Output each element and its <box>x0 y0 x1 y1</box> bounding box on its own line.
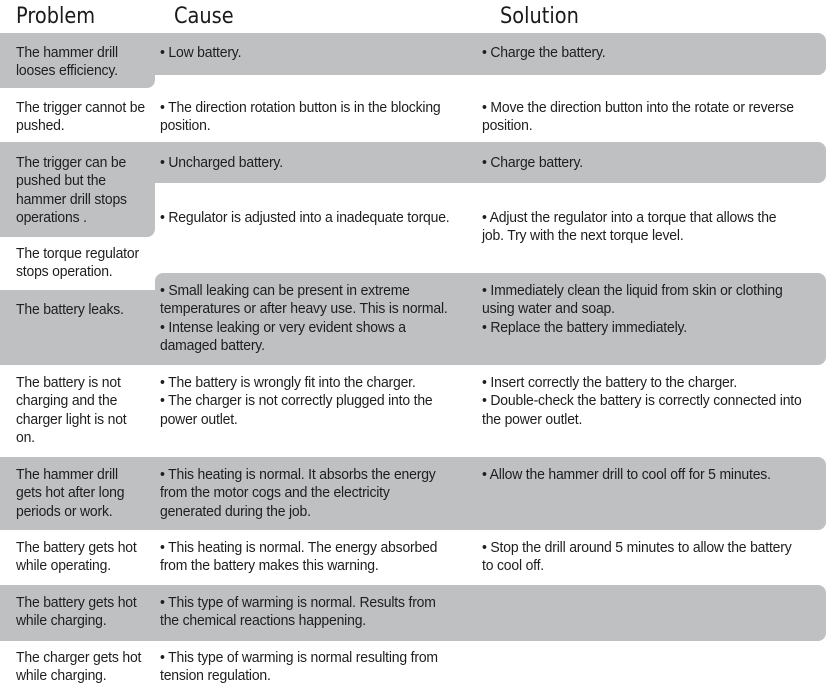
problem-text-line: The battery gets hot <box>16 539 137 556</box>
cause-text-line: generated during the job. <box>160 502 311 520</box>
solution-cell <box>482 209 776 246</box>
cause-cell <box>160 649 438 686</box>
problem-text-line: charger light is not <box>16 410 127 428</box>
problem-cell <box>16 99 145 136</box>
cause-text-line: from the motor cogs and the electricity <box>160 484 390 502</box>
problem-text-line: pushed but the <box>16 172 106 190</box>
cause-cell <box>160 466 436 521</box>
cause-cell <box>160 594 436 631</box>
cause-text-line: • This type of warming is normal resulting from <box>160 649 438 666</box>
problem-text-line: gets hot after long <box>16 484 125 502</box>
cause-text-line: • Regulator is adjusted into a inadequate torque. <box>160 209 450 226</box>
problem-text-line: charging and the <box>16 392 118 410</box>
problem-text-line: The battery leaks. <box>16 301 124 318</box>
cause-cell <box>160 99 440 136</box>
solution-text-line: • Adjust the regulator into a torque that allows the <box>482 209 777 226</box>
problem-text-line: The trigger can be <box>16 154 127 171</box>
cause-text-line: position. <box>160 117 211 135</box>
problem-text-line: The torque regulator <box>16 245 139 262</box>
solution-text-line: • Move the direction button into the rotate or reverse <box>482 99 794 116</box>
cause-cell <box>160 154 283 172</box>
solution-text-line: the power outlet. <box>482 410 583 428</box>
solution-cell <box>482 44 605 62</box>
problem-text-line: The hammer drill <box>16 466 118 483</box>
problem-text-line: stops operation. <box>16 263 113 281</box>
solution-text-line: • Double-check the battery is correctly connected into <box>482 392 802 410</box>
problem-cell <box>16 301 124 319</box>
solution-cell <box>482 466 771 484</box>
solution-text-line: position. <box>482 117 533 135</box>
row-band-1 <box>0 33 826 75</box>
problem-text-line: while charging. <box>16 667 107 685</box>
cause-text-line: • The battery is wrongly fit into the charger. <box>160 374 416 391</box>
problem-text-line: The battery is not <box>16 374 121 391</box>
solution-text-line: • Charge battery. <box>482 154 583 171</box>
problem-text-line: The battery gets hot <box>16 594 137 611</box>
cause-text-line: • The direction rotation button is in the blocking <box>160 99 441 116</box>
cause-text-line: • Small leaking can be present in extreme <box>160 282 410 299</box>
solution-cell <box>482 154 583 172</box>
problem-text-line: The trigger cannot be <box>16 99 145 116</box>
problem-text-line: The hammer drill <box>16 44 118 61</box>
problem-cell <box>16 466 124 521</box>
solution-cell <box>482 374 802 429</box>
cause-text-line: • This type of warming is normal. Results from <box>160 594 436 611</box>
solution-text-line: job. Try with the next torque level. <box>482 227 684 245</box>
solution-text-line: • Replace the battery immediately. <box>482 318 687 336</box>
problem-text-line: operations . <box>16 209 87 227</box>
problem-cell <box>16 594 137 631</box>
cause-text-line: tension regulation. <box>160 667 271 685</box>
solution-cell <box>482 282 783 337</box>
problem-cell <box>16 649 141 686</box>
problem-cell <box>16 539 137 576</box>
cause-text-line: power outlet. <box>160 410 238 428</box>
header-cause: Cause <box>174 4 234 29</box>
problem-cell <box>16 44 118 81</box>
problem-text-line: looses efficiency. <box>16 62 118 80</box>
cause-text-line: • Uncharged battery. <box>160 154 283 171</box>
cause-text-line: • The charger is not correctly plugged into the <box>160 392 433 410</box>
header-solution: Solution <box>500 4 579 29</box>
cause-text-line: • This heating is normal. It absorbs the energy <box>160 466 436 483</box>
solution-text-line: • Charge the battery. <box>482 44 606 61</box>
solution-text-line: • Immediately clean the liquid from skin or clothing <box>482 282 783 299</box>
problem-text-line: hammer drill stops <box>16 190 127 208</box>
problem-text-line: while operating. <box>16 557 111 575</box>
cause-text-line: from the battery makes this warning. <box>160 557 379 575</box>
cause-text-line: • This heating is normal. The energy absorbed <box>160 539 438 556</box>
solution-text-line: using water and soap. <box>482 300 615 318</box>
solution-text-line: • Insert correctly the battery to the charger. <box>482 374 738 391</box>
cause-text-line: • Intense leaking or very evident shows a <box>160 318 406 336</box>
problem-text-line: pushed. <box>16 117 65 135</box>
problem-text-line: on. <box>16 429 35 447</box>
cause-text-line: • Low battery. <box>160 44 242 61</box>
solution-cell <box>482 99 794 136</box>
cause-cell <box>160 282 448 356</box>
cause-cell <box>160 209 450 227</box>
problem-cell <box>16 374 127 448</box>
solution-text-line: • Allow the hammer drill to cool off for 5 minutes. <box>482 466 771 483</box>
problem-text-line: The charger gets hot <box>16 649 142 666</box>
cause-text-line: the chemical reactions happening. <box>160 612 366 630</box>
solution-cell <box>482 539 792 576</box>
problem-cell <box>16 154 127 228</box>
header-problem: Problem <box>16 4 96 29</box>
problem-cell <box>16 245 139 282</box>
cause-text-line: temperatures or after heavy use. This is normal. <box>160 300 448 318</box>
solution-text-line: to cool off. <box>482 557 545 575</box>
problem-text-line: while charging. <box>16 612 107 630</box>
problem-text-line: periods or work. <box>16 502 113 520</box>
cause-cell <box>160 44 241 62</box>
cause-cell <box>160 539 437 576</box>
cause-cell <box>160 374 432 429</box>
cause-text-line: damaged battery. <box>160 337 265 355</box>
solution-text-line: • Stop the drill around 5 minutes to allow the battery <box>482 539 792 556</box>
